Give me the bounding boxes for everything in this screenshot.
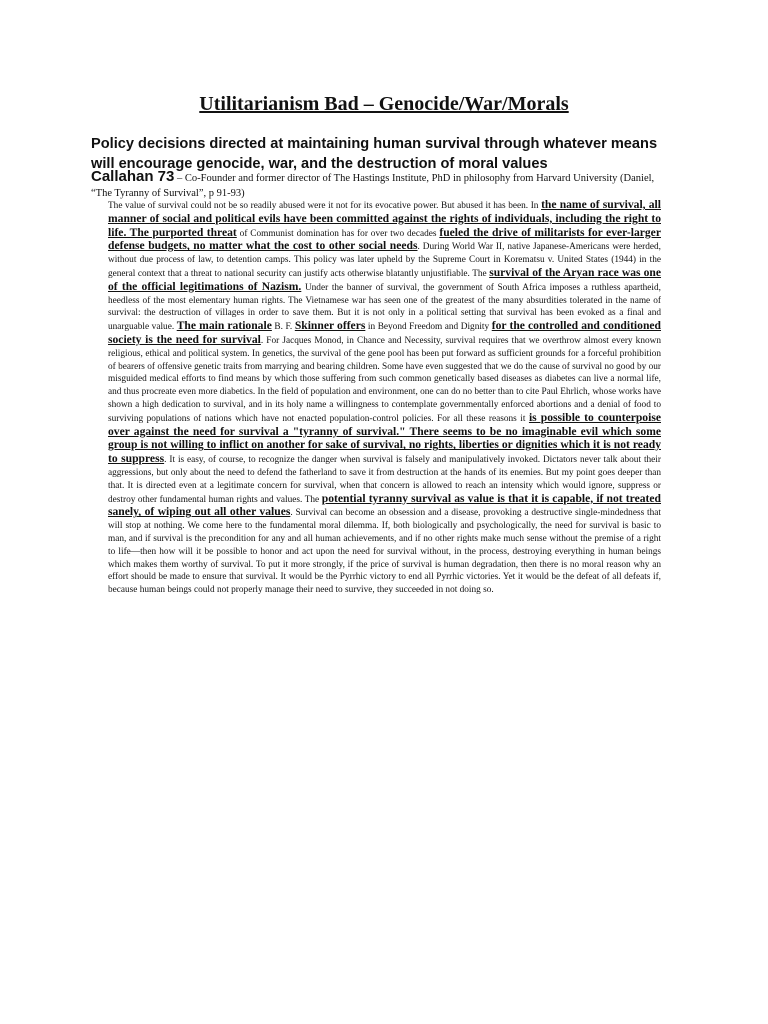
citation — [91, 169, 671, 201]
highlighted-text: potential tyranny survival as value is that it is capable, if not treated sanely, of wiping out all other values — [108, 491, 662, 519]
body-text: . Survival can become an obsession and a disease, provoking a destructive single-mindedness that will stop at nothing. We come here to the fundamental moral dilemma. If, both biologically and psychologically, the need for survival is basic to man, and if survival is the precondition for any and all human achievements, and if no other rights make much sense without the premise of a right to life—then how will it be possible to honor and act upon the need for survival without, in the process, destroying everything in human beings which makes them worthy of survival. To put it more strongly, if the price of survival is human degradation, then there is no moral reason why an effort should be made to ensure that survival. It would be the Pyrrhic victory to end all Pyrrhic victories. Yet it would be the defeat of all defeats if, because human beings could not properly manage their need to survive, they succeeded in not doing so. — [108, 508, 661, 596]
body-text: in Beyond Freedom and Dignity — [365, 322, 492, 333]
highlighted-text: is possible to counterpoise over against the need for survival a "tyranny of survival." There seems to be no imaginable evil which some group is not willing to inflict on another for sake of survival, no rights, liberties or dignities which it is not ready to suppress — [108, 410, 661, 466]
body-text: B. F. — [271, 322, 295, 333]
body-text: of Communist domination has for over two decades — [236, 228, 440, 239]
body-text: . It is easy, of course, to recognize the danger when survival is falsely and manipulatively invoked. Dictators never talk about their aggressions, but only about the need to defend the fatherland to save it from destruction at the hands of its enemies. But my point goes deeper than that. It is directed even at a legitimate concern for survival, when that concern is allowed to reach an intensity which would ignore, suppress or destroy other fundamental human rights and values. The — [108, 455, 661, 505]
body-text: Under the banner of survival, the government of South Africa imposes a ruthless apartheid, heedless of the most elementary human rights. The Vietnamese war has seen one of the greatest of the many absurdities tolerated in the name of survival: the destruction of villages in order to save them. But it is not only in a political setting that survival has been evoked as a final and unarguable value. — [108, 282, 661, 333]
page-title: Utilitarianism Bad – Genocide/War/Morals — [199, 93, 569, 115]
card-tagline: Policy decisions directed at maintaining human survival through whatever means will encourage genocide, war, and the destruction of moral values — [91, 136, 658, 172]
card-body — [108, 199, 661, 597]
highlighted-text: fueled the drive of militarists for ever-larger defense budgets, no matter what the cost to other social needs — [108, 225, 661, 253]
body-text: . For Jacques Monod, in Chance and Necessity, survival requires that we overthrow almost every known religious, ethical and political system. In genetics, the survival of the gene pool has been put forward as sufficient grounds for a forceful prohibition of bearers of offensive genetic traits from marrying and bearing children. Some have even suggested that we do the cause of survival no good by our misguided medical efforts to find means by which those suffering from such common genetically based diseases as diabetes can live a normal life, and thus procreate even more diabetics. In the field of population and environment, one can do no better than to cite Paul Ehrlich, whose works have shown a high dedication to survival, and in its holy name a willingness to contemplate governmentally enforced abortions and a denial of food to surviving populations of nations which have not enacted population-control policies. For all these reasons it — [108, 335, 661, 424]
highlighted-text: survival of the Aryan race was one of the official legitimations of Nazism. — [108, 265, 662, 293]
highlighted-text: the name of survival, all manner of social and political evils have been committed against the rights of individuals, including the right to life. The purported threat — [108, 198, 661, 239]
highlighted-text: The main rationale — [176, 319, 272, 333]
body-text: . During World War II, native Japanese-Americans were herded, without due process of law, to detention camps. This policy was later upheld by the Supreme Court in Korematsu v. United States (1944) in the general context that a threat to national security can justify acts otherwise blatantly unjustifiable. The — [108, 242, 661, 279]
citation-details: – Co-Founder and former director of The Hastings Institute, PhD in philosophy from Harvard University (Daniel, “The Tyranny of Survival”, p 91-93) — [91, 173, 655, 199]
body-text: The value of survival could not be so readily abused were it not for its evocative power. But abused it has been. In — [108, 201, 542, 211]
citation-author: Callahan 73 — [91, 168, 175, 185]
highlighted-text: Skinner offers — [294, 319, 366, 333]
highlighted-text: for the controlled and conditioned society is the need for survival — [108, 319, 661, 346]
